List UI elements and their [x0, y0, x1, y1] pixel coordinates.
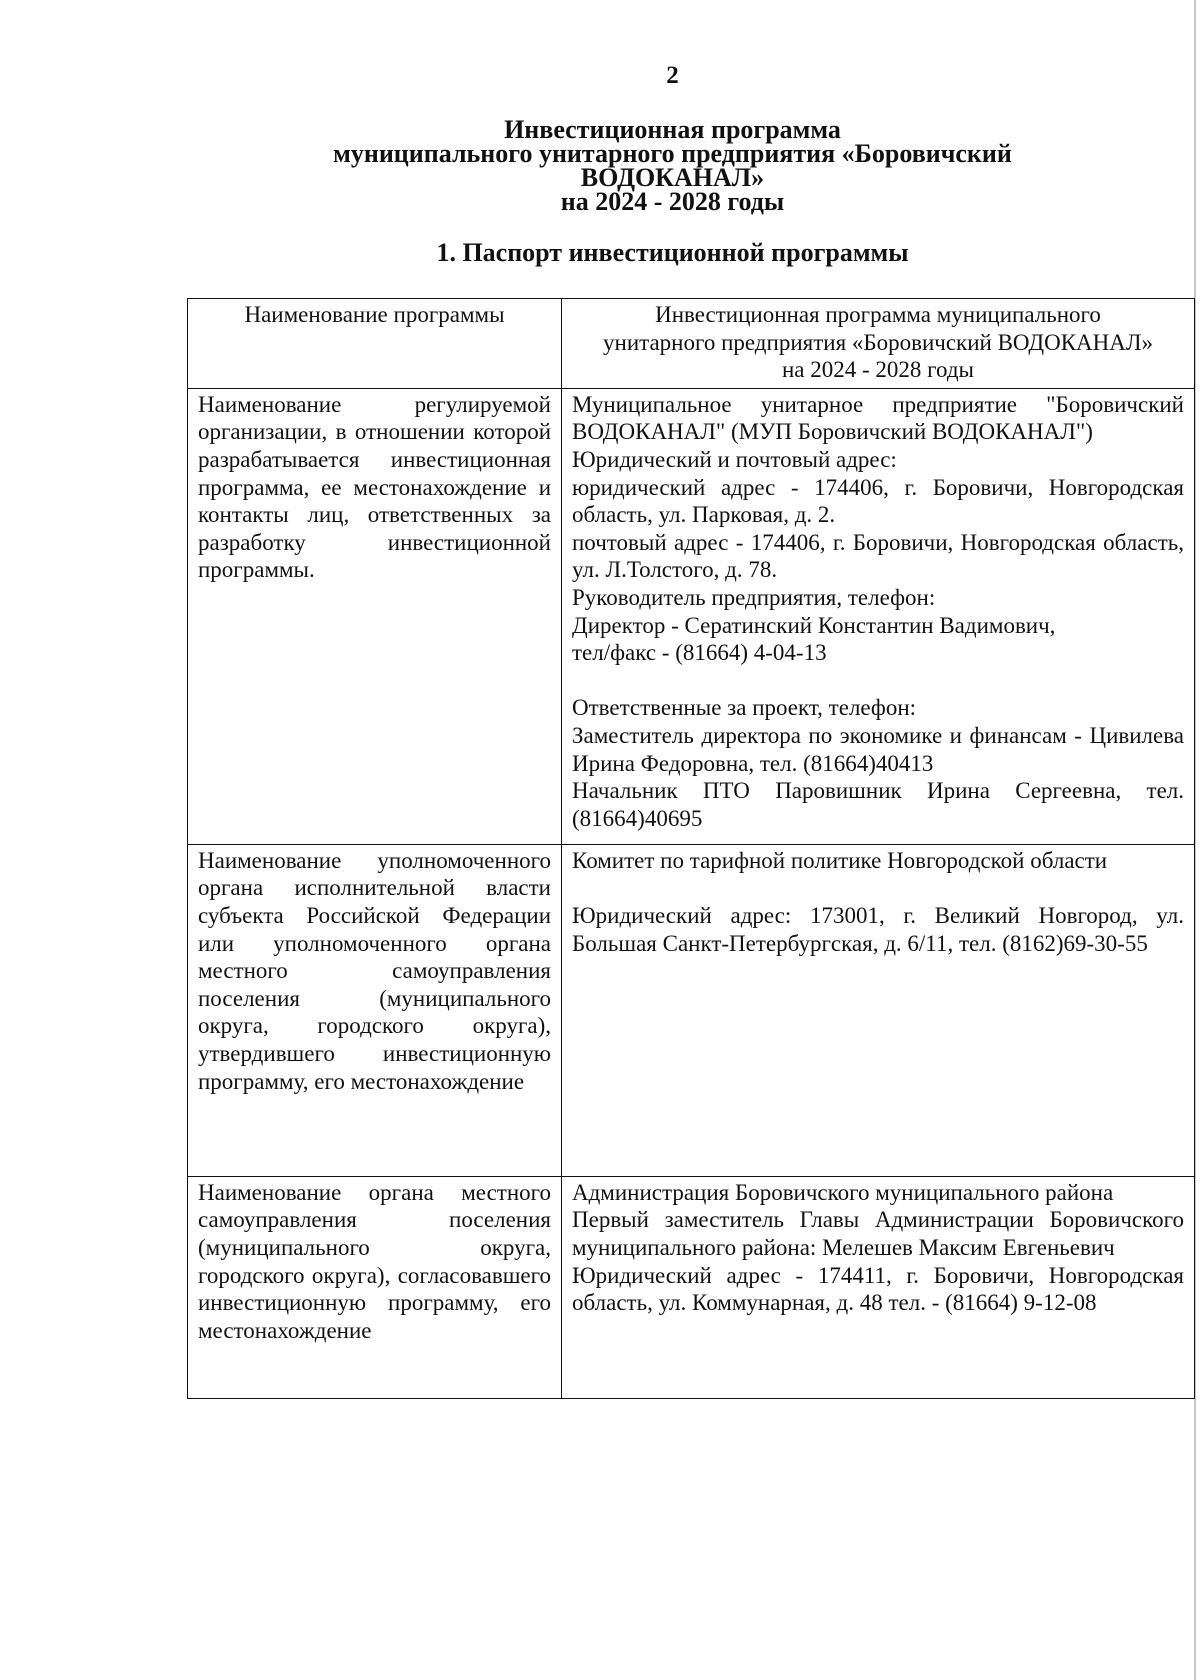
row1-value-line-1: Инвестиционная программа муниципального: [655, 302, 1101, 327]
row4-label: Наименование органа местного самоуправления поселения (муниципального округа, городского округа), согласовавшего инвестиционную программу, его местонахождение: [188, 1176, 562, 1398]
document-title: [0, 115, 1200, 216]
page-number: 2: [666, 62, 679, 89]
postal-address: почтовый адрес - 174406, г. Боровичи, Новгородская область, ул. Л.Толстого, д. 78.: [572, 529, 1184, 583]
spacer: [572, 874, 1184, 902]
row1-value: [562, 299, 1195, 389]
row2-value: [562, 388, 1195, 844]
legal-address: юридический адрес - 174406, г. Боровичи, Новгородская область, ул. Парковая, д. 2.: [572, 474, 1184, 528]
title-line-1: Инвестиционная программа: [504, 115, 841, 144]
row2-label: Наименование регулируемой организации, в отношении которой разрабатывается инвестиционная программа, ее местонахождение и контакты лиц, ответственных за разработку инвестиционной программы.: [188, 388, 562, 844]
administration-address: Юридический адрес - 174411, г. Боровичи, Новгородская область, ул. Коммунарная, д. 48 тел. - (81664) 9-12-08: [572, 1262, 1184, 1316]
program-passport-table: [187, 298, 1195, 1399]
committee-address: Юридический адрес: 173001, г. Великий Новгород, ул. Большая Санкт-Петербургская, д. 6/11, тел. (8162)69-30-55: [572, 902, 1184, 956]
pto-head: Начальник ПТО Паровишник Ирина Сергеевна, тел. (81664)40695: [572, 778, 1184, 831]
row1-value-line-3: на 2024 - 2028 годы: [781, 357, 975, 383]
administration-name: Администрация Боровичского муниципального района: [572, 1179, 1114, 1205]
section-title: 1. Паспорт инвестиционной программы: [436, 238, 909, 267]
org-name: Муниципальное унитарное предприятие "Боровичский ВОДОКАНАЛ" (МУП Боровичский ВОДОКАНАЛ"): [572, 391, 1184, 445]
row4-value: [562, 1176, 1195, 1398]
row3-label: Наименование уполномоченного органа исполнительной власти субъекта Российской Федерации или уполномоченного органа местного самоуправления поселения (муниципального округа, городского округа), утвердившего инвестиционную программу, его местонахождение: [188, 844, 562, 1176]
head-heading: Руководитель предприятия, телефон:: [572, 584, 936, 610]
deputy-director: Заместитель директора по экономике и финансам - Цивилева Ирина Федоровна, тел. (81664)40413: [572, 722, 1184, 776]
committee-name: Комитет по тарифной политике Новгородской области: [572, 847, 1108, 873]
responsible-heading: Ответственные за проект, телефон:: [572, 695, 917, 721]
director: Директор - Сератинский Константин Вадимович,: [572, 612, 1056, 638]
title-line-4: на 2024 - 2028 годы: [560, 187, 785, 216]
director-phone: тел/факс - (81664) 4-04-13: [572, 640, 827, 666]
table-row: [188, 844, 1195, 1176]
row1-value-line-2: унитарного предприятия «Боровичский ВОДОКАНАЛ»: [603, 329, 1153, 355]
title-line-3: ВОДОКАНАЛ»: [580, 163, 765, 192]
title-line-2: муниципального унитарного предприятия «Боровичский: [333, 139, 1012, 168]
address-heading: Юридический и почтовый адрес:: [572, 446, 897, 472]
table-row: [188, 388, 1195, 844]
spacer: [572, 667, 1184, 695]
table-row: [188, 299, 1195, 389]
row1-label: Наименование программы: [188, 299, 562, 389]
row3-value: [562, 844, 1195, 1176]
table-row: [188, 1176, 1195, 1398]
deputy-head: Первый заместитель Главы Администрации Боровичского муниципального района: Мелешев Максим Евгеньевич: [572, 1207, 1184, 1260]
